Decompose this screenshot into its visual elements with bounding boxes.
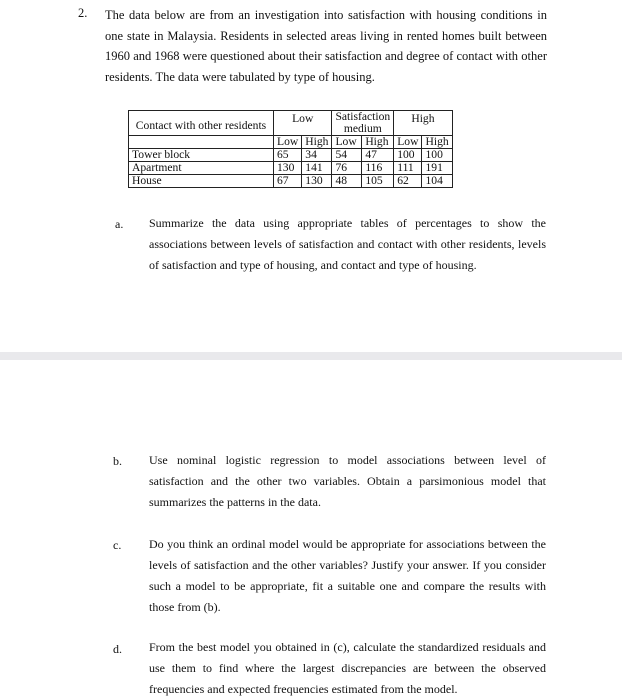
satisfaction-high-header: High (394, 111, 452, 136)
table-cell: 191 (422, 162, 452, 175)
table-cell: 141 (302, 162, 332, 175)
satisfaction-low-header: Low (274, 111, 332, 136)
question-card-2 (0, 360, 622, 700)
table-cell: 34 (302, 149, 332, 162)
subheader-medium-contact-high: High (362, 136, 394, 149)
table-cell: 111 (394, 162, 422, 175)
table-cell: 76 (332, 162, 362, 175)
table-cell: 100 (394, 149, 422, 162)
table-row (129, 175, 453, 188)
table-cell: 65 (274, 149, 302, 162)
table-cell: 130 (302, 175, 332, 188)
row-label: Apartment (129, 162, 274, 175)
part-a-text: Summarize the data using appropriate tables of percentages to show the associations between levels of satisfaction and contact with other residents, levels of satisfaction and type of housing, and contact and type of housing. (149, 216, 546, 272)
contact-header: Contact with other residents (129, 111, 274, 136)
satisfaction-header: Satisfaction (332, 111, 394, 124)
contact-subheader-blank (129, 136, 274, 149)
row-label: House (129, 175, 274, 188)
table-cell: 47 (362, 149, 394, 162)
table-row (129, 162, 453, 175)
table-cell: 130 (274, 162, 302, 175)
part-b-text: Use nominal logistic regression to model associations between level of satisfaction and the other two variables. Obtain a parsimonious model that summarizes the patterns in the data. (149, 453, 546, 509)
subheader-low-contact-low: Low (274, 136, 302, 149)
subheader-high-contact-high: High (422, 136, 452, 149)
row-label: Tower block (129, 149, 274, 162)
table-cell: 104 (422, 175, 452, 188)
table-cell: 100 (422, 149, 452, 162)
subheader-medium-contact-low: Low (332, 136, 362, 149)
part-d-letter: d. (113, 642, 122, 656)
housing-satisfaction-table (128, 110, 453, 188)
table-row (129, 149, 453, 162)
part-b-letter: b. (113, 454, 122, 468)
part-d-text: From the best model you obtained in (c), calculate the standardized residuals and use them to find where the largest discrepancies are between the observed frequencies and expected frequencies estimated from the model. (149, 640, 546, 696)
table-cell: 62 (394, 175, 422, 188)
subheader-high-contact-low: Low (394, 136, 422, 149)
part-a-letter: a. (115, 217, 124, 231)
part-c-text: Do you think an ordinal model would be appropriate for associations between the levels of satisfaction and the other variables? Justify your answer. If you consider such a model to be appropriate, fit a suitable one and compare the results with those from (b). (149, 537, 546, 614)
subheader-low-contact-high: High (302, 136, 332, 149)
table-cell: 67 (274, 175, 302, 188)
table-cell: 54 (332, 149, 362, 162)
part-c-letter: c. (113, 538, 122, 552)
table-cell: 116 (362, 162, 394, 175)
question-number: 2. (78, 6, 88, 20)
satisfaction-medium-header: medium (332, 123, 394, 136)
table-cell: 105 (362, 175, 394, 188)
table-cell: 48 (332, 175, 362, 188)
question-intro: The data below are from an investigation into satisfaction with housing conditions in one state in Malaysia. Residents in selected areas living in rented homes built between 1960 and 1968 were questioned about their satisfaction and degree of contact with other residents. The data were tabulated by type of housing. (105, 8, 547, 84)
